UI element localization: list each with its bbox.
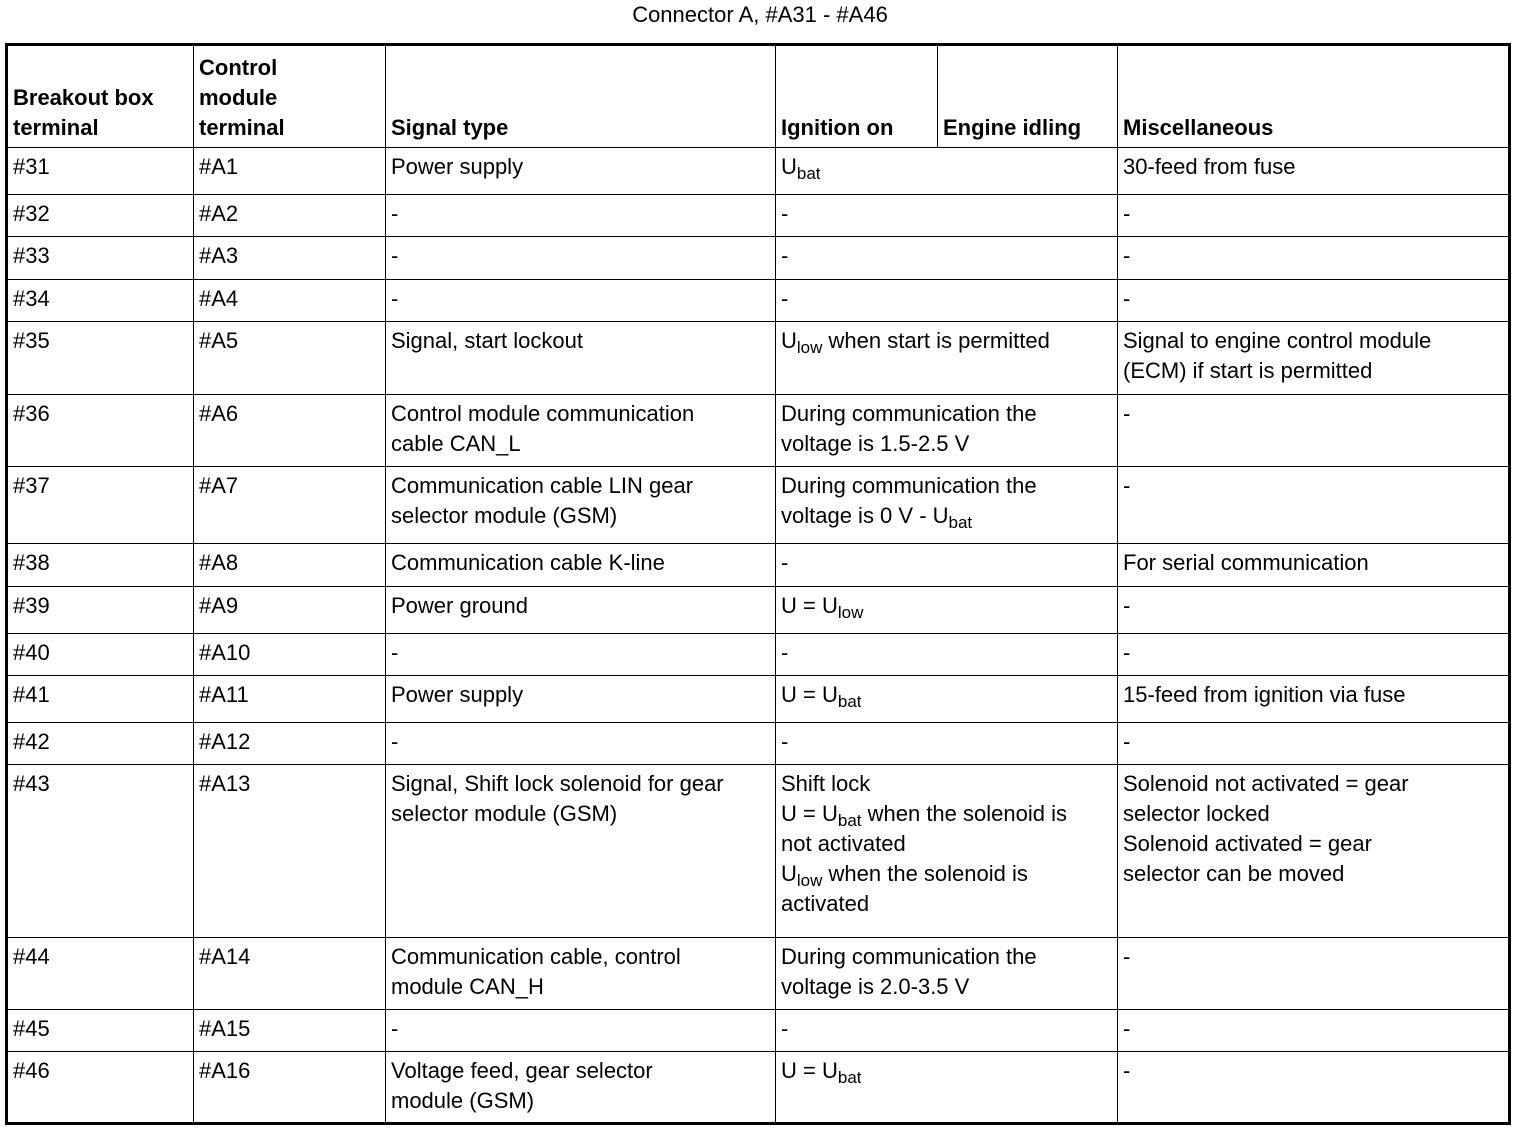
misc-line: selector locked: [1123, 801, 1270, 826]
signal-type-cell: [386, 322, 776, 395]
signal-type-cell: [386, 544, 776, 587]
breakout-terminal-cell: #41: [7, 676, 194, 723]
misc-line: Solenoid activated = gear: [1123, 831, 1372, 856]
signal-type-cell: [386, 148, 776, 195]
misc-line: -: [1123, 640, 1131, 665]
subscript: bat: [837, 692, 862, 711]
misc-line: -: [1123, 243, 1131, 268]
miscellaneous-cell: [1118, 280, 1510, 322]
breakout-terminal-cell: #40: [7, 634, 194, 676]
subscript: bat: [837, 811, 862, 830]
miscellaneous-cell: [1118, 938, 1510, 1010]
misc-line: -: [1123, 1058, 1131, 1083]
miscellaneous-cell: [1118, 587, 1510, 634]
breakout-terminal-cell: #37: [7, 467, 194, 544]
value-line: -: [781, 550, 789, 575]
value-line: voltage is 0 V - $U_{bat}$: [781, 503, 973, 532]
breakout-terminal-cell: #36: [7, 395, 194, 467]
value-cell: [776, 148, 1118, 195]
value-line: During communication the: [781, 401, 1037, 426]
value-cell: [776, 1010, 1118, 1052]
table-row: [7, 322, 1510, 395]
value-cell: [776, 1052, 1118, 1124]
breakout-terminal-cell: #32: [7, 195, 194, 237]
table-row: [7, 280, 1510, 322]
breakout-terminal-cell: #46: [7, 1052, 194, 1124]
value-line: $U_{bat}$: [781, 154, 821, 183]
header-miscellaneous: Miscellaneous: [1118, 45, 1510, 148]
misc-line: -: [1123, 1016, 1131, 1041]
value-line: -: [781, 243, 789, 268]
header-ignition-on: Ignition on: [776, 45, 938, 148]
value-cell: [776, 467, 1118, 544]
misc-line: Signal to engine control module: [1123, 328, 1432, 353]
miscellaneous-cell: [1118, 395, 1510, 467]
signal-line: selector module (GSM): [391, 801, 618, 826]
value-line: $U = U_{bat}$: [781, 1058, 862, 1087]
value-cell: [776, 723, 1118, 765]
breakout-terminal-cell: #35: [7, 322, 194, 395]
breakout-terminal-cell: #38: [7, 544, 194, 587]
control-module-terminal-cell: #A2: [194, 195, 386, 237]
misc-line: (ECM) if start is permitted: [1123, 358, 1373, 383]
signal-line: -: [391, 201, 399, 226]
table-row: [7, 1010, 1510, 1052]
control-module-terminal-cell: #A10: [194, 634, 386, 676]
value-cell: [776, 634, 1118, 676]
value-line: -: [781, 1016, 789, 1041]
table-row: [7, 938, 1510, 1010]
value-cell: [776, 237, 1118, 280]
control-module-terminal-cell: #A6: [194, 395, 386, 467]
header-control-module-terminal: Control module terminal: [194, 45, 386, 148]
signal-line: -: [391, 729, 399, 754]
value-cell: [776, 676, 1118, 723]
signal-line: Signal, start lockout: [391, 328, 583, 353]
miscellaneous-cell: [1118, 765, 1510, 938]
miscellaneous-cell: [1118, 634, 1510, 676]
signal-line: Signal, Shift lock solenoid for gear: [391, 771, 724, 796]
table-body: [7, 148, 1510, 1124]
value-line: Shift lock: [781, 771, 871, 796]
signal-type-cell: [386, 237, 776, 280]
subscript: low: [796, 338, 823, 357]
breakout-terminal-cell: #45: [7, 1010, 194, 1052]
value-cell: [776, 395, 1118, 467]
signal-line: Voltage feed, gear selector: [391, 1058, 653, 1083]
signal-line: cable CAN_L: [391, 431, 521, 456]
signal-type-cell: [386, 676, 776, 723]
table-row: [7, 723, 1510, 765]
signal-type-cell: [386, 1052, 776, 1124]
header-breakout-terminal: Breakout box terminal: [7, 45, 194, 148]
control-module-terminal-cell: #A1: [194, 148, 386, 195]
table-row: [7, 1052, 1510, 1124]
breakout-terminal-cell: #43: [7, 765, 194, 938]
value-line: During communication the: [781, 473, 1037, 498]
value-line: activated: [781, 891, 870, 916]
misc-line: -: [1123, 729, 1131, 754]
signal-line: -: [391, 243, 399, 268]
misc-line: 30-feed from fuse: [1123, 154, 1296, 179]
miscellaneous-cell: [1118, 1010, 1510, 1052]
misc-line: -: [1123, 593, 1131, 618]
control-module-terminal-cell: #A12: [194, 723, 386, 765]
connector-table: [5, 43, 1511, 1125]
breakout-terminal-cell: #31: [7, 148, 194, 195]
signal-line: Communication cable LIN gear: [391, 473, 694, 498]
value-line: $U_{low}$ when the solenoid is: [781, 861, 1028, 890]
value-line: $U = U_{low}$: [781, 593, 864, 622]
control-module-terminal-cell: #A15: [194, 1010, 386, 1052]
misc-line: 15-feed from ignition via fuse: [1123, 682, 1406, 707]
signal-type-cell: [386, 634, 776, 676]
signal-line: Power supply: [391, 154, 524, 179]
control-module-terminal-cell: #A5: [194, 322, 386, 395]
signal-line: module CAN_H: [391, 974, 544, 999]
breakout-terminal-cell: #44: [7, 938, 194, 1010]
subscript: bat: [796, 164, 821, 183]
misc-line: -: [1123, 401, 1131, 426]
value-line: -: [781, 286, 789, 311]
control-module-terminal-cell: #A7: [194, 467, 386, 544]
value-cell: [776, 280, 1118, 322]
miscellaneous-cell: [1118, 195, 1510, 237]
table-row: [7, 467, 1510, 544]
signal-type-cell: [386, 195, 776, 237]
control-module-terminal-cell: #A16: [194, 1052, 386, 1124]
control-module-terminal-cell: #A14: [194, 938, 386, 1010]
header-signal-type: Signal type: [386, 45, 776, 148]
value-line: -: [781, 201, 789, 226]
value-cell: [776, 587, 1118, 634]
misc-line: -: [1123, 201, 1131, 226]
subscript: low: [796, 871, 823, 890]
subscript: low: [837, 603, 864, 622]
miscellaneous-cell: [1118, 467, 1510, 544]
subscript: bat: [837, 1068, 862, 1087]
miscellaneous-cell: [1118, 1052, 1510, 1124]
signal-line: -: [391, 286, 399, 311]
miscellaneous-cell: [1118, 237, 1510, 280]
signal-type-cell: [386, 280, 776, 322]
value-cell: [776, 765, 1118, 938]
value-line: -: [781, 729, 789, 754]
value-line: $U = U_{bat}$ when the solenoid is: [781, 801, 1067, 830]
miscellaneous-cell: [1118, 322, 1510, 395]
signal-type-cell: [386, 587, 776, 634]
value-line: $U_{low}$ when start is permitted: [781, 328, 1050, 357]
table-row: [7, 587, 1510, 634]
breakout-terminal-cell: #33: [7, 237, 194, 280]
header-engine-idling: Engine idling: [938, 45, 1118, 148]
signal-line: selector module (GSM): [391, 503, 618, 528]
signal-line: Power supply: [391, 682, 524, 707]
table-row: [7, 544, 1510, 587]
signal-line: -: [391, 1016, 399, 1041]
misc-line: -: [1123, 473, 1131, 498]
subscript: bat: [948, 513, 973, 532]
control-module-terminal-cell: #A9: [194, 587, 386, 634]
table-row: [7, 765, 1510, 938]
misc-line: -: [1123, 286, 1131, 311]
value-line: voltage is 2.0-3.5 V: [781, 974, 970, 999]
signal-line: Communication cable, control: [391, 944, 681, 969]
header-row: [7, 45, 1510, 148]
misc-line: Solenoid not activated = gear: [1123, 771, 1409, 796]
signal-type-cell: [386, 723, 776, 765]
control-module-terminal-cell: #A13: [194, 765, 386, 938]
misc-line: selector can be moved: [1123, 861, 1345, 886]
miscellaneous-cell: [1118, 544, 1510, 587]
value-line: During communication the: [781, 944, 1037, 969]
value-cell: [776, 544, 1118, 587]
miscellaneous-cell: [1118, 723, 1510, 765]
breakout-terminal-cell: #42: [7, 723, 194, 765]
table-row: [7, 148, 1510, 195]
table-caption: Connector A, #A31 - #A46: [632, 2, 888, 27]
control-module-terminal-cell: #A8: [194, 544, 386, 587]
value-line: not activated: [781, 831, 906, 856]
signal-type-cell: [386, 395, 776, 467]
misc-line: For serial communication: [1123, 550, 1369, 575]
table-row: [7, 676, 1510, 723]
signal-type-cell: [386, 938, 776, 1010]
table-row: [7, 195, 1510, 237]
breakout-terminal-cell: #39: [7, 587, 194, 634]
signal-type-cell: [386, 467, 776, 544]
table-row: [7, 237, 1510, 280]
signal-line: -: [391, 640, 399, 665]
signal-line: Control module communication: [391, 401, 695, 426]
signal-line: module (GSM): [391, 1088, 535, 1113]
miscellaneous-cell: [1118, 676, 1510, 723]
table-row: [7, 395, 1510, 467]
table-row: [7, 634, 1510, 676]
control-module-terminal-cell: #A3: [194, 237, 386, 280]
signal-line: Power ground: [391, 593, 528, 618]
value-line: -: [781, 640, 789, 665]
signal-type-cell: [386, 765, 776, 938]
value-line: voltage is 1.5-2.5 V: [781, 431, 970, 456]
control-module-terminal-cell: #A11: [194, 676, 386, 723]
misc-line: -: [1123, 944, 1131, 969]
breakout-terminal-cell: #34: [7, 280, 194, 322]
value-cell: [776, 322, 1118, 395]
value-line: $U = U_{bat}$: [781, 682, 862, 711]
value-cell: [776, 195, 1118, 237]
miscellaneous-cell: [1118, 148, 1510, 195]
signal-type-cell: [386, 1010, 776, 1052]
value-cell: [776, 938, 1118, 1010]
signal-line: Communication cable K-line: [391, 550, 665, 575]
control-module-terminal-cell: #A4: [194, 280, 386, 322]
